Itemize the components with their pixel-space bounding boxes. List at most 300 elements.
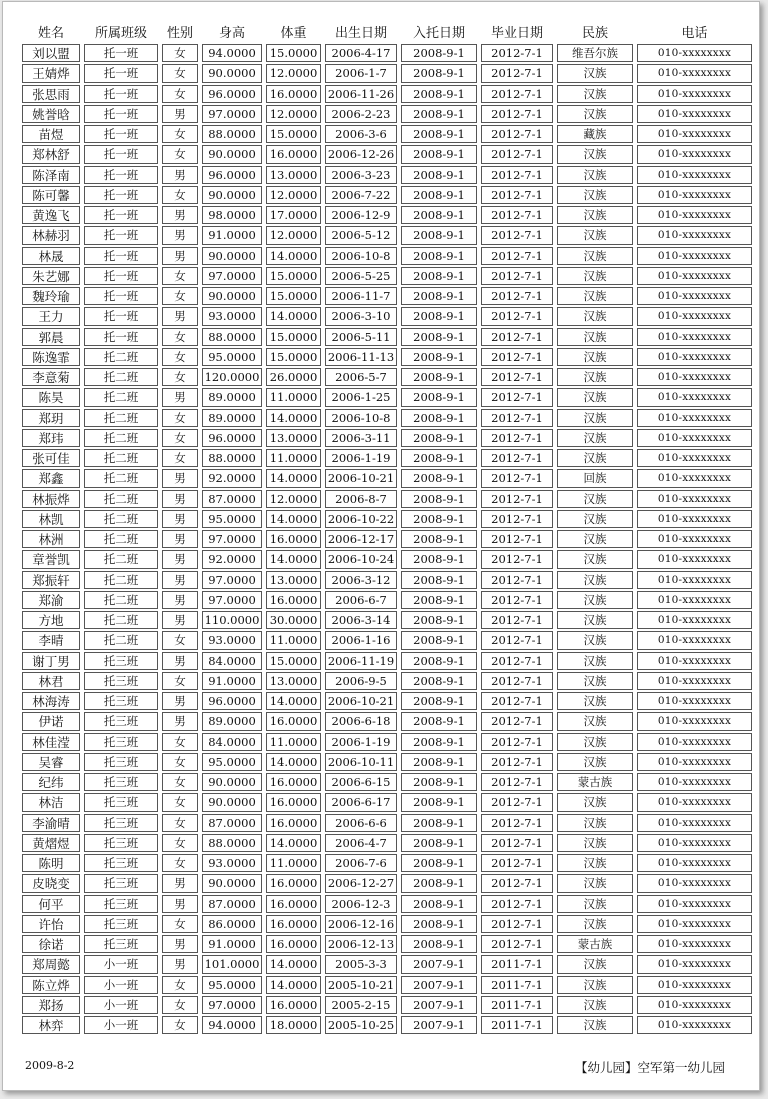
- cell-graduate-date: 2012-7-1: [481, 692, 553, 710]
- cell-class: 托一班: [84, 206, 158, 224]
- cell-name: 张思雨: [22, 85, 80, 103]
- cell-height: 96.0000: [202, 85, 262, 103]
- table-row: [20, 63, 754, 83]
- cell-birth-date: 2005-2-15: [325, 996, 397, 1014]
- cell-graduate-date: 2012-7-1: [481, 226, 553, 244]
- cell-weight: 11.0000: [266, 388, 321, 406]
- cell-phone: 010-xxxxxxxx: [637, 631, 752, 649]
- cell-birth-date: 2006-3-23: [325, 166, 397, 184]
- table-row: [20, 387, 754, 407]
- cell-enroll-date: 2007-9-1: [401, 955, 477, 973]
- cell-birth-date: 2005-10-25: [325, 1016, 397, 1034]
- cell-phone: 010-xxxxxxxx: [637, 85, 752, 103]
- cell-name: 林佳滢: [22, 733, 80, 751]
- cell-weight: 16.0000: [266, 712, 321, 730]
- cell-height: 88.0000: [202, 125, 262, 143]
- cell-name: 陈立烨: [22, 976, 80, 994]
- cell-graduate-date: 2012-7-1: [481, 44, 553, 62]
- cell-phone: 010-xxxxxxxx: [637, 895, 752, 913]
- cell-enroll-date: 2008-9-1: [401, 307, 477, 325]
- cell-graduate-date: 2012-7-1: [481, 105, 553, 123]
- cell-height: 97.0000: [202, 571, 262, 589]
- cell-graduate-date: 2012-7-1: [481, 287, 553, 305]
- cell-class: 托三班: [84, 672, 158, 690]
- cell-phone: 010-xxxxxxxx: [637, 490, 752, 508]
- cell-weight: 12.0000: [266, 186, 321, 204]
- cell-name: 张可佳: [22, 449, 80, 467]
- cell-enroll-date: 2008-9-1: [401, 469, 477, 487]
- cell-birth-date: 2006-3-14: [325, 611, 397, 629]
- cell-enroll-date: 2008-9-1: [401, 125, 477, 143]
- cell-birth-date: 2006-12-27: [325, 874, 397, 892]
- table-row: [20, 752, 754, 772]
- cell-gender: 男: [162, 226, 198, 244]
- cell-class: 托三班: [84, 854, 158, 872]
- table-row: [20, 448, 754, 468]
- cell-gender: 男: [162, 206, 198, 224]
- cell-height: 96.0000: [202, 429, 262, 447]
- table-row: [20, 894, 754, 914]
- cell-graduate-date: 2012-7-1: [481, 793, 553, 811]
- cell-weight: 16.0000: [266, 874, 321, 892]
- cell-class: 托二班: [84, 469, 158, 487]
- table-row: [20, 408, 754, 428]
- cell-class: 托三班: [84, 753, 158, 771]
- cell-name: 陈逸霏: [22, 348, 80, 366]
- cell-height: 90.0000: [202, 64, 262, 82]
- cell-gender: 女: [162, 976, 198, 994]
- cell-enroll-date: 2008-9-1: [401, 105, 477, 123]
- cell-graduate-date: 2012-7-1: [481, 328, 553, 346]
- cell-phone: 010-xxxxxxxx: [637, 186, 752, 204]
- cell-name: 郑鑫: [22, 469, 80, 487]
- cell-birth-date: 2006-5-12: [325, 226, 397, 244]
- table-row: [20, 914, 754, 934]
- cell-ethnicity: 汉族: [557, 206, 633, 224]
- cell-enroll-date: 2008-9-1: [401, 145, 477, 163]
- cell-birth-date: 2006-1-7: [325, 64, 397, 82]
- cell-phone: 010-xxxxxxxx: [637, 591, 752, 609]
- cell-phone: 010-xxxxxxxx: [637, 166, 752, 184]
- table-row: [20, 266, 754, 286]
- cell-ethnicity: 汉族: [557, 1016, 633, 1034]
- cell-graduate-date: 2012-7-1: [481, 247, 553, 265]
- cell-name: 郑振轩: [22, 571, 80, 589]
- cell-graduate-date: 2012-7-1: [481, 591, 553, 609]
- cell-graduate-date: 2012-7-1: [481, 773, 553, 791]
- cell-height: 88.0000: [202, 834, 262, 852]
- cell-gender: 女: [162, 773, 198, 791]
- cell-weight: 11.0000: [266, 449, 321, 467]
- cell-birth-date: 2006-12-17: [325, 530, 397, 548]
- cell-class: 托一班: [84, 226, 158, 244]
- cell-ethnicity: 汉族: [557, 186, 633, 204]
- cell-ethnicity: 汉族: [557, 712, 633, 730]
- table-row: [20, 995, 754, 1015]
- cell-phone: 010-xxxxxxxx: [637, 44, 752, 62]
- cell-name: 黄逸飞: [22, 206, 80, 224]
- cell-gender: 女: [162, 1016, 198, 1034]
- cell-enroll-date: 2008-9-1: [401, 895, 477, 913]
- cell-gender: 女: [162, 328, 198, 346]
- cell-class: 托二班: [84, 550, 158, 568]
- cell-class: 小一班: [84, 1016, 158, 1034]
- cell-phone: 010-xxxxxxxx: [637, 733, 752, 751]
- cell-height: 84.0000: [202, 733, 262, 751]
- cell-phone: 010-xxxxxxxx: [637, 388, 752, 406]
- cell-graduate-date: 2012-7-1: [481, 267, 553, 285]
- cell-gender: 男: [162, 935, 198, 953]
- cell-graduate-date: 2012-7-1: [481, 854, 553, 872]
- table-row: [20, 934, 754, 954]
- cell-enroll-date: 2008-9-1: [401, 591, 477, 609]
- cell-gender: 女: [162, 733, 198, 751]
- cell-name: 林振烨: [22, 490, 80, 508]
- cell-phone: 010-xxxxxxxx: [637, 206, 752, 224]
- cell-weight: 15.0000: [266, 328, 321, 346]
- cell-birth-date: 2006-12-26: [325, 145, 397, 163]
- column-header-ethnicity: 民族: [581, 26, 608, 41]
- cell-enroll-date: 2008-9-1: [401, 186, 477, 204]
- cell-gender: 女: [162, 753, 198, 771]
- cell-birth-date: 2006-5-7: [325, 368, 397, 386]
- cell-graduate-date: 2011-7-1: [481, 976, 553, 994]
- cell-class: 托三班: [84, 793, 158, 811]
- cell-graduate-date: 2012-7-1: [481, 631, 553, 649]
- cell-weight: 15.0000: [266, 652, 321, 670]
- cell-enroll-date: 2007-9-1: [401, 996, 477, 1014]
- cell-graduate-date: 2011-7-1: [481, 1016, 553, 1034]
- cell-ethnicity: 汉族: [557, 611, 633, 629]
- cell-weight: 14.0000: [266, 753, 321, 771]
- cell-enroll-date: 2008-9-1: [401, 611, 477, 629]
- cell-weight: 14.0000: [266, 955, 321, 973]
- report-page: [2, 1, 760, 1091]
- cell-graduate-date: 2012-7-1: [481, 915, 553, 933]
- cell-class: 托二班: [84, 409, 158, 427]
- cell-phone: 010-xxxxxxxx: [637, 793, 752, 811]
- cell-enroll-date: 2008-9-1: [401, 226, 477, 244]
- cell-birth-date: 2006-11-19: [325, 652, 397, 670]
- cell-ethnicity: 汉族: [557, 753, 633, 771]
- cell-graduate-date: 2012-7-1: [481, 469, 553, 487]
- cell-name: 皮晓变: [22, 874, 80, 892]
- cell-name: 姚誉晗: [22, 105, 80, 123]
- cell-height: 95.0000: [202, 753, 262, 771]
- cell-weight: 16.0000: [266, 145, 321, 163]
- cell-birth-date: 2006-11-13: [325, 348, 397, 366]
- column-header-gender: 性别: [166, 26, 193, 41]
- cell-class: 托三班: [84, 692, 158, 710]
- cell-gender: 男: [162, 874, 198, 892]
- cell-weight: 16.0000: [266, 814, 321, 832]
- cell-phone: 010-xxxxxxxx: [637, 712, 752, 730]
- cell-height: 120.0000: [202, 368, 262, 386]
- cell-enroll-date: 2008-9-1: [401, 631, 477, 649]
- cell-birth-date: 2006-10-21: [325, 692, 397, 710]
- cell-class: 托一班: [84, 125, 158, 143]
- cell-class: 托二班: [84, 348, 158, 366]
- cell-class: 小一班: [84, 955, 158, 973]
- cell-name: 何平: [22, 895, 80, 913]
- cell-enroll-date: 2008-9-1: [401, 348, 477, 366]
- cell-height: 90.0000: [202, 773, 262, 791]
- cell-class: 托一班: [84, 247, 158, 265]
- cell-name: 林凯: [22, 510, 80, 528]
- cell-name: 谢丁男: [22, 652, 80, 670]
- cell-class: 托二班: [84, 368, 158, 386]
- cell-birth-date: 2006-1-19: [325, 449, 397, 467]
- cell-ethnicity: 汉族: [557, 490, 633, 508]
- cell-birth-date: 2006-2-23: [325, 105, 397, 123]
- cell-ethnicity: 汉族: [557, 409, 633, 427]
- table-row: [20, 468, 754, 488]
- cell-class: 托二班: [84, 510, 158, 528]
- cell-height: 90.0000: [202, 186, 262, 204]
- cell-height: 93.0000: [202, 631, 262, 649]
- cell-class: 托三班: [84, 915, 158, 933]
- cell-weight: 13.0000: [266, 166, 321, 184]
- cell-phone: 010-xxxxxxxx: [637, 226, 752, 244]
- cell-height: 90.0000: [202, 145, 262, 163]
- cell-weight: 12.0000: [266, 105, 321, 123]
- table-row: [20, 529, 754, 549]
- column-header-phone: 电话: [681, 26, 708, 41]
- cell-class: 托三班: [84, 935, 158, 953]
- cell-enroll-date: 2008-9-1: [401, 571, 477, 589]
- table-row: [20, 651, 754, 671]
- cell-enroll-date: 2008-9-1: [401, 712, 477, 730]
- column-header-name: 姓名: [37, 26, 64, 41]
- table-row: [20, 711, 754, 731]
- cell-weight: 30.0000: [266, 611, 321, 629]
- cell-enroll-date: 2007-9-1: [401, 976, 477, 994]
- cell-height: 95.0000: [202, 348, 262, 366]
- cell-enroll-date: 2008-9-1: [401, 773, 477, 791]
- cell-graduate-date: 2012-7-1: [481, 85, 553, 103]
- cell-name: 王力: [22, 307, 80, 325]
- cell-class: 托一班: [84, 166, 158, 184]
- cell-gender: 男: [162, 490, 198, 508]
- cell-weight: 16.0000: [266, 530, 321, 548]
- cell-weight: 14.0000: [266, 976, 321, 994]
- cell-graduate-date: 2012-7-1: [481, 834, 553, 852]
- cell-gender: 女: [162, 449, 198, 467]
- cell-birth-date: 2006-1-25: [325, 388, 397, 406]
- cell-height: 91.0000: [202, 226, 262, 244]
- cell-graduate-date: 2012-7-1: [481, 64, 553, 82]
- cell-class: 托二班: [84, 591, 158, 609]
- cell-birth-date: 2006-3-6: [325, 125, 397, 143]
- cell-ethnicity: 汉族: [557, 814, 633, 832]
- table-row: [20, 549, 754, 569]
- cell-weight: 11.0000: [266, 733, 321, 751]
- cell-phone: 010-xxxxxxxx: [637, 854, 752, 872]
- cell-graduate-date: 2012-7-1: [481, 490, 553, 508]
- cell-gender: 男: [162, 307, 198, 325]
- cell-class: 托一班: [84, 267, 158, 285]
- cell-ethnicity: 汉族: [557, 652, 633, 670]
- cell-ethnicity: 汉族: [557, 550, 633, 568]
- cell-height: 89.0000: [202, 388, 262, 406]
- cell-gender: 男: [162, 692, 198, 710]
- cell-weight: 12.0000: [266, 490, 321, 508]
- cell-ethnicity: 汉族: [557, 145, 633, 163]
- cell-name: 林弈: [22, 1016, 80, 1034]
- cell-name: 林晟: [22, 247, 80, 265]
- cell-height: 92.0000: [202, 550, 262, 568]
- column-header-class: 所属班级: [94, 26, 147, 41]
- cell-birth-date: 2006-3-11: [325, 429, 397, 447]
- cell-ethnicity: 汉族: [557, 793, 633, 811]
- cell-phone: 010-xxxxxxxx: [637, 814, 752, 832]
- cell-ethnicity: 汉族: [557, 895, 633, 913]
- cell-phone: 010-xxxxxxxx: [637, 247, 752, 265]
- cell-weight: 15.0000: [266, 287, 321, 305]
- cell-weight: 18.0000: [266, 1016, 321, 1034]
- cell-phone: 010-xxxxxxxx: [637, 449, 752, 467]
- cell-birth-date: 2006-1-16: [325, 631, 397, 649]
- cell-birth-date: 2006-12-16: [325, 915, 397, 933]
- cell-gender: 女: [162, 186, 198, 204]
- cell-ethnicity: 汉族: [557, 388, 633, 406]
- cell-ethnicity: 汉族: [557, 287, 633, 305]
- cell-ethnicity: 汉族: [557, 64, 633, 82]
- cell-gender: 男: [162, 388, 198, 406]
- cell-weight: 16.0000: [266, 591, 321, 609]
- cell-birth-date: 2006-10-24: [325, 550, 397, 568]
- cell-gender: 女: [162, 672, 198, 690]
- cell-height: 90.0000: [202, 874, 262, 892]
- cell-enroll-date: 2008-9-1: [401, 652, 477, 670]
- table-row: [20, 144, 754, 164]
- cell-weight: 16.0000: [266, 895, 321, 913]
- cell-height: 86.0000: [202, 915, 262, 933]
- cell-graduate-date: 2012-7-1: [481, 571, 553, 589]
- cell-ethnicity: 汉族: [557, 955, 633, 973]
- cell-gender: 女: [162, 814, 198, 832]
- cell-birth-date: 2006-9-5: [325, 672, 397, 690]
- cell-ethnicity: 汉族: [557, 631, 633, 649]
- cell-class: 托一班: [84, 328, 158, 346]
- table-row: [20, 367, 754, 387]
- table-row: [20, 813, 754, 833]
- cell-class: 托一班: [84, 105, 158, 123]
- cell-name: 林赫羽: [22, 226, 80, 244]
- cell-name: 李晴: [22, 631, 80, 649]
- cell-enroll-date: 2008-9-1: [401, 64, 477, 82]
- cell-enroll-date: 2008-9-1: [401, 733, 477, 751]
- cell-ethnicity: 汉族: [557, 348, 633, 366]
- cell-gender: 男: [162, 247, 198, 265]
- cell-birth-date: 2006-6-7: [325, 591, 397, 609]
- cell-name: 黄熠煜: [22, 834, 80, 852]
- cell-class: 托二班: [84, 571, 158, 589]
- cell-phone: 010-xxxxxxxx: [637, 328, 752, 346]
- cell-phone: 010-xxxxxxxx: [637, 105, 752, 123]
- cell-gender: 男: [162, 611, 198, 629]
- cell-phone: 010-xxxxxxxx: [637, 753, 752, 771]
- cell-class: 小一班: [84, 976, 158, 994]
- cell-gender: 女: [162, 854, 198, 872]
- cell-class: 托一班: [84, 307, 158, 325]
- table-row: [20, 610, 754, 630]
- table-row: [20, 104, 754, 124]
- cell-name: 林洲: [22, 530, 80, 548]
- cell-phone: 010-xxxxxxxx: [637, 348, 752, 366]
- cell-phone: 010-xxxxxxxx: [637, 996, 752, 1014]
- column-header-graduate-date: 毕业日期: [490, 26, 543, 41]
- cell-birth-date: 2006-5-11: [325, 328, 397, 346]
- cell-weight: 14.0000: [266, 550, 321, 568]
- cell-weight: 14.0000: [266, 834, 321, 852]
- table-row: [20, 954, 754, 974]
- table-row: [20, 43, 754, 63]
- cell-gender: 女: [162, 348, 198, 366]
- cell-phone: 010-xxxxxxxx: [637, 773, 752, 791]
- cell-name: 郑扬: [22, 996, 80, 1014]
- table-row: [20, 671, 754, 691]
- cell-name: 伊诺: [22, 712, 80, 730]
- cell-graduate-date: 2012-7-1: [481, 652, 553, 670]
- cell-enroll-date: 2008-9-1: [401, 510, 477, 528]
- cell-graduate-date: 2012-7-1: [481, 733, 553, 751]
- cell-name: 郑玮: [22, 429, 80, 447]
- cell-phone: 010-xxxxxxxx: [637, 976, 752, 994]
- cell-phone: 010-xxxxxxxx: [637, 611, 752, 629]
- table-row: [20, 691, 754, 711]
- table-row: [20, 165, 754, 185]
- cell-ethnicity: 汉族: [557, 166, 633, 184]
- cell-birth-date: 2006-6-17: [325, 793, 397, 811]
- cell-class: 托三班: [84, 773, 158, 791]
- cell-graduate-date: 2012-7-1: [481, 166, 553, 184]
- cell-ethnicity: 汉族: [557, 591, 633, 609]
- cell-ethnicity: 汉族: [557, 854, 633, 872]
- print-date: 2009-8-2: [25, 1059, 75, 1072]
- cell-class: 托一班: [84, 44, 158, 62]
- cell-phone: 010-xxxxxxxx: [637, 125, 752, 143]
- cell-gender: 女: [162, 145, 198, 163]
- cell-weight: 14.0000: [266, 510, 321, 528]
- cell-name: 李意菊: [22, 368, 80, 386]
- cell-phone: 010-xxxxxxxx: [637, 915, 752, 933]
- cell-height: 90.0000: [202, 793, 262, 811]
- cell-phone: 010-xxxxxxxx: [637, 530, 752, 548]
- cell-weight: 16.0000: [266, 935, 321, 953]
- cell-ethnicity: 汉族: [557, 267, 633, 285]
- cell-ethnicity: 汉族: [557, 328, 633, 346]
- cell-gender: 女: [162, 834, 198, 852]
- cell-graduate-date: 2012-7-1: [481, 388, 553, 406]
- cell-graduate-date: 2012-7-1: [481, 125, 553, 143]
- table-row: [20, 873, 754, 893]
- cell-weight: 16.0000: [266, 793, 321, 811]
- cell-graduate-date: 2011-7-1: [481, 996, 553, 1014]
- cell-enroll-date: 2008-9-1: [401, 672, 477, 690]
- cell-gender: 男: [162, 895, 198, 913]
- cell-ethnicity: 维吾尔族: [557, 44, 633, 62]
- cell-weight: 16.0000: [266, 85, 321, 103]
- table-row: [20, 205, 754, 225]
- cell-name: 陈可馨: [22, 186, 80, 204]
- cell-name: 苗煜: [22, 125, 80, 143]
- table-row: [20, 570, 754, 590]
- cell-weight: 16.0000: [266, 773, 321, 791]
- cell-birth-date: 2005-10-21: [325, 976, 397, 994]
- cell-enroll-date: 2008-9-1: [401, 530, 477, 548]
- table-row: [20, 428, 754, 448]
